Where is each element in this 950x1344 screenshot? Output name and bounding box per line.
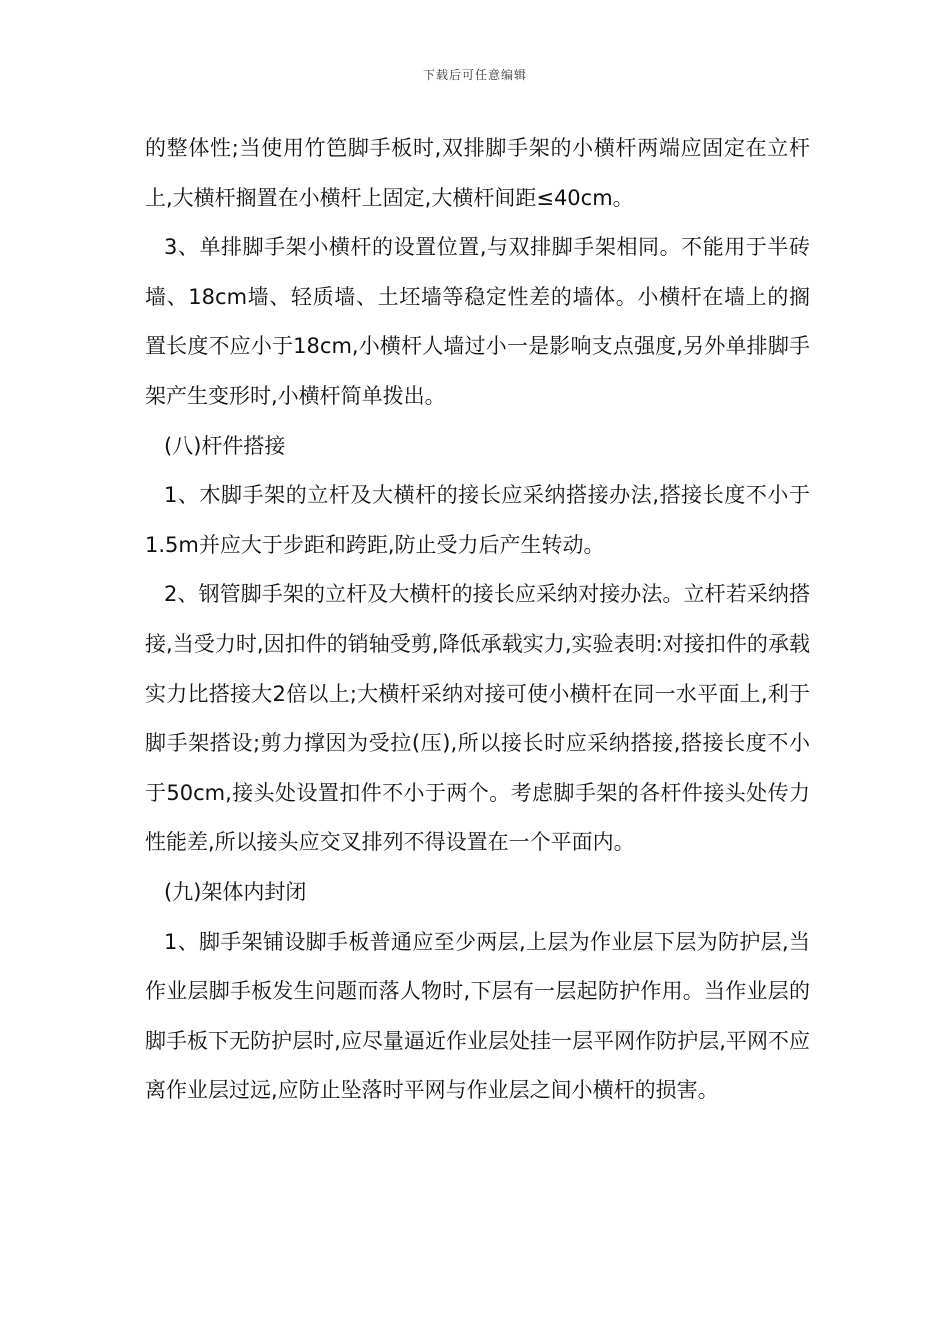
page-header: 下载后可任意编辑 [422, 68, 527, 82]
paragraph-item-1-splice: 1、木脚手架的立杆及大横杆的接长应采纳搭接办法,搭接长度不小于1.5m并应大于步距和跨距,防止受力后产生转动。 [145, 483, 810, 557]
section-heading-9: (九)架体内封闭 [164, 879, 307, 904]
paragraph-continuation: 的整体性;当使用竹笆脚手板时,双排脚手架的小横杆两端应固定在立杆上,大横杆搁置在小横杆上固定,大横杆间距≤40cm。 [145, 136, 810, 210]
paragraph-item-3: 3、单排脚手架小横杆的设置位置,与双排脚手架相同。不能用于半砖墙、18cm墙、轻质墙、土坯墙等稳定性差的墙体。小横杆在墙上的搁置长度不应小于18cm,小横杆人墙过小一是影响支点强度,另外单排脚手架产生变形时,小横杆简单拨出。 [145, 235, 810, 408]
paragraph-item-2-splice: 2、钢管脚手架的立杆及大横杆的接长应采纳对接办法。立杆若采纳搭接,当受力时,因扣件的销轴受剪,降低承载实力,实验表明:对接扣件的承载实力比搭接大2倍以上;大横杆采纳对接可使小横杆在同一水平面上,利于脚手架搭设;剪力撑因为受拉(压),所以接长时应采纳搭接,搭接长度不小于50cm,接头处设置扣件不小于两个。考虑脚手架的各杆件接头处传力性能差,所以接头应交叉排列不得设置在一个平面内。 [145, 582, 810, 855]
section-heading-8: (八)杆件搭接 [164, 433, 286, 458]
paragraph-item-1-enclosure: 1、脚手架铺设脚手板普通应至少两层,上层为作业层下层为防护层,当作业层脚手板发生问题而落人物时,下层有一层起防护作用。当作业层的脚手板下无防护层时,应尽量逼近作业层处挂一层平网作防护层,平网不应离作业层过远,应防止坠落时平网与作业层之间小横杆的损害。 [145, 929, 810, 1103]
document-body [145, 124, 810, 1116]
